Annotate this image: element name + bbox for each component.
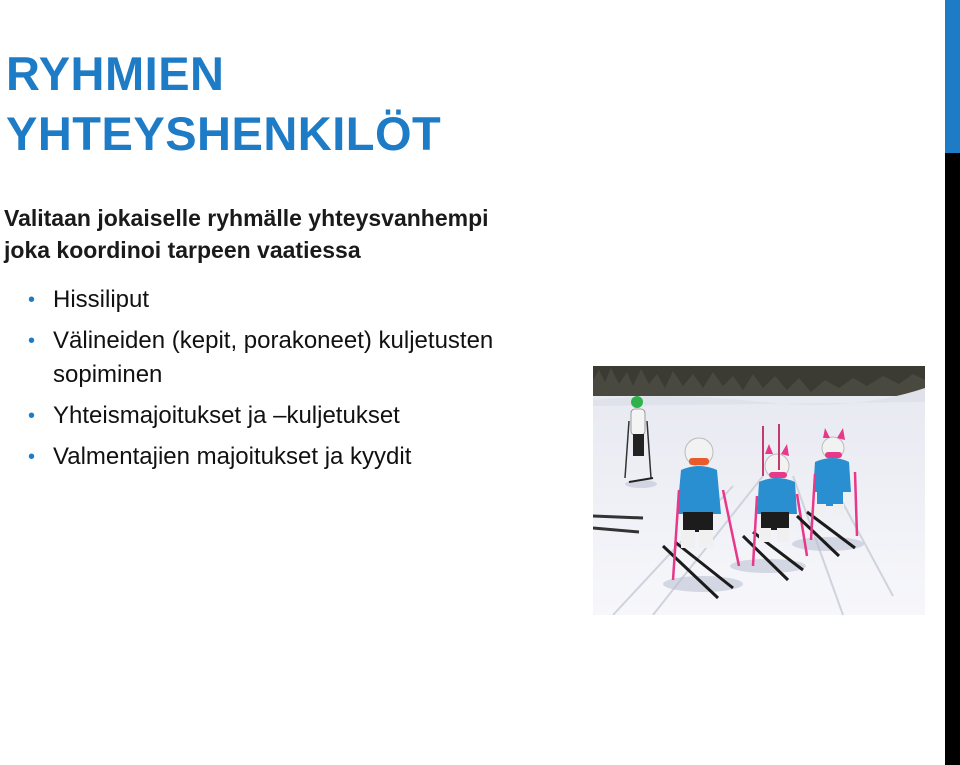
bullet-item: • Yhteismajoitukset ja –kuljetukset [28,399,598,433]
intro-line-2: joka koordinoi tarpeen vaatiessa [4,237,361,263]
title-line-1: RYHMIEN [6,47,225,100]
bullet-list [28,283,598,481]
intro-text [4,202,489,266]
intro-line-1: Valitaan jokaiselle ryhmälle yhteysvanhempi [4,205,489,231]
accent-rail-black [945,153,960,765]
bullet-item: • Välineiden (kepit, porakoneet) kuljetusten sopiminen [28,324,598,392]
ski-kids-illustration [593,366,925,615]
ski-kids-photo [593,366,925,615]
slide-title [6,44,441,164]
bullet-item: • Hissiliput [28,283,598,317]
bullet-item: • Valmentajien majoitukset ja kyydit [28,440,598,474]
accent-rail-blue [945,0,960,153]
title-line-2: YHTEYSHENKILÖT [6,107,442,160]
